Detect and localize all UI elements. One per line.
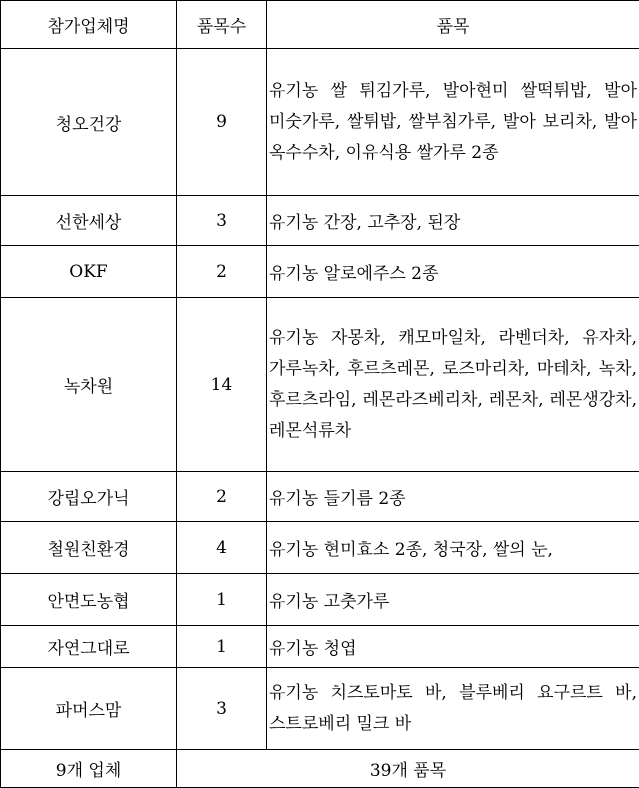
item-list: 유기농 현미효소 2종, 청국장, 쌀의 눈, (267, 522, 639, 574)
item-list: 유기농 간장, 고추장, 된장 (267, 196, 639, 246)
header-company: 참가업체명 (1, 1, 177, 49)
item-count: 2 (177, 246, 267, 298)
item-list: 유기농 쌀 튀김가루, 발아현미 쌀떡튀밥, 발아 미숫가루, 쌀튀밥, 쌀부침가루, 발아 보리차, 발아 옥수수차, 이유식용 쌀가루 2종 (267, 49, 639, 196)
table-row (1, 574, 639, 626)
company-name: 강립오가닉 (1, 472, 177, 522)
company-name: 자연그대로 (1, 626, 177, 668)
item-count: 14 (177, 298, 267, 472)
item-list: 유기농 자몽차, 캐모마일차, 라벤더차, 유자차, 가루녹차, 후르츠레몬, 로즈마리차, 마테차, 녹차, 후르츠라임, 레몬라즈베리차, 레몬차, 레몬생강차, 레몬석류차 (267, 298, 639, 472)
company-name: 녹차원 (1, 298, 177, 472)
item-count: 1 (177, 574, 267, 626)
footer-row (1, 750, 639, 788)
company-name: 안면도농협 (1, 574, 177, 626)
total-companies: 9개 업체 (1, 750, 177, 788)
header-items: 품목 (267, 1, 639, 49)
table-row (1, 246, 639, 298)
item-list: 유기농 고춧가루 (267, 574, 639, 626)
header-row (1, 1, 639, 49)
company-name: 철원친환경 (1, 522, 177, 574)
table-row (1, 196, 639, 246)
item-count: 3 (177, 196, 267, 246)
table-row (1, 472, 639, 522)
company-name: 선한세상 (1, 196, 177, 246)
total-items: 39개 품목 (177, 750, 639, 788)
company-name: 청오건강 (1, 49, 177, 196)
table-row (1, 49, 639, 196)
item-count: 9 (177, 49, 267, 196)
item-count: 4 (177, 522, 267, 574)
table-row (1, 626, 639, 668)
item-list: 유기농 알로에주스 2종 (267, 246, 639, 298)
header-count: 품목수 (177, 1, 267, 49)
table-row (1, 668, 639, 750)
item-list: 유기농 청엽 (267, 626, 639, 668)
company-name: OKF (1, 246, 177, 298)
table-row (1, 298, 639, 472)
company-name: 파머스맘 (1, 668, 177, 750)
table-row (1, 522, 639, 574)
item-count: 2 (177, 472, 267, 522)
item-count: 3 (177, 668, 267, 750)
item-count: 1 (177, 626, 267, 668)
item-list: 유기농 들기름 2종 (267, 472, 639, 522)
item-list: 유기농 치즈토마토 바, 블루베리 요구르트 바, 스트로베리 밀크 바 (267, 668, 639, 750)
